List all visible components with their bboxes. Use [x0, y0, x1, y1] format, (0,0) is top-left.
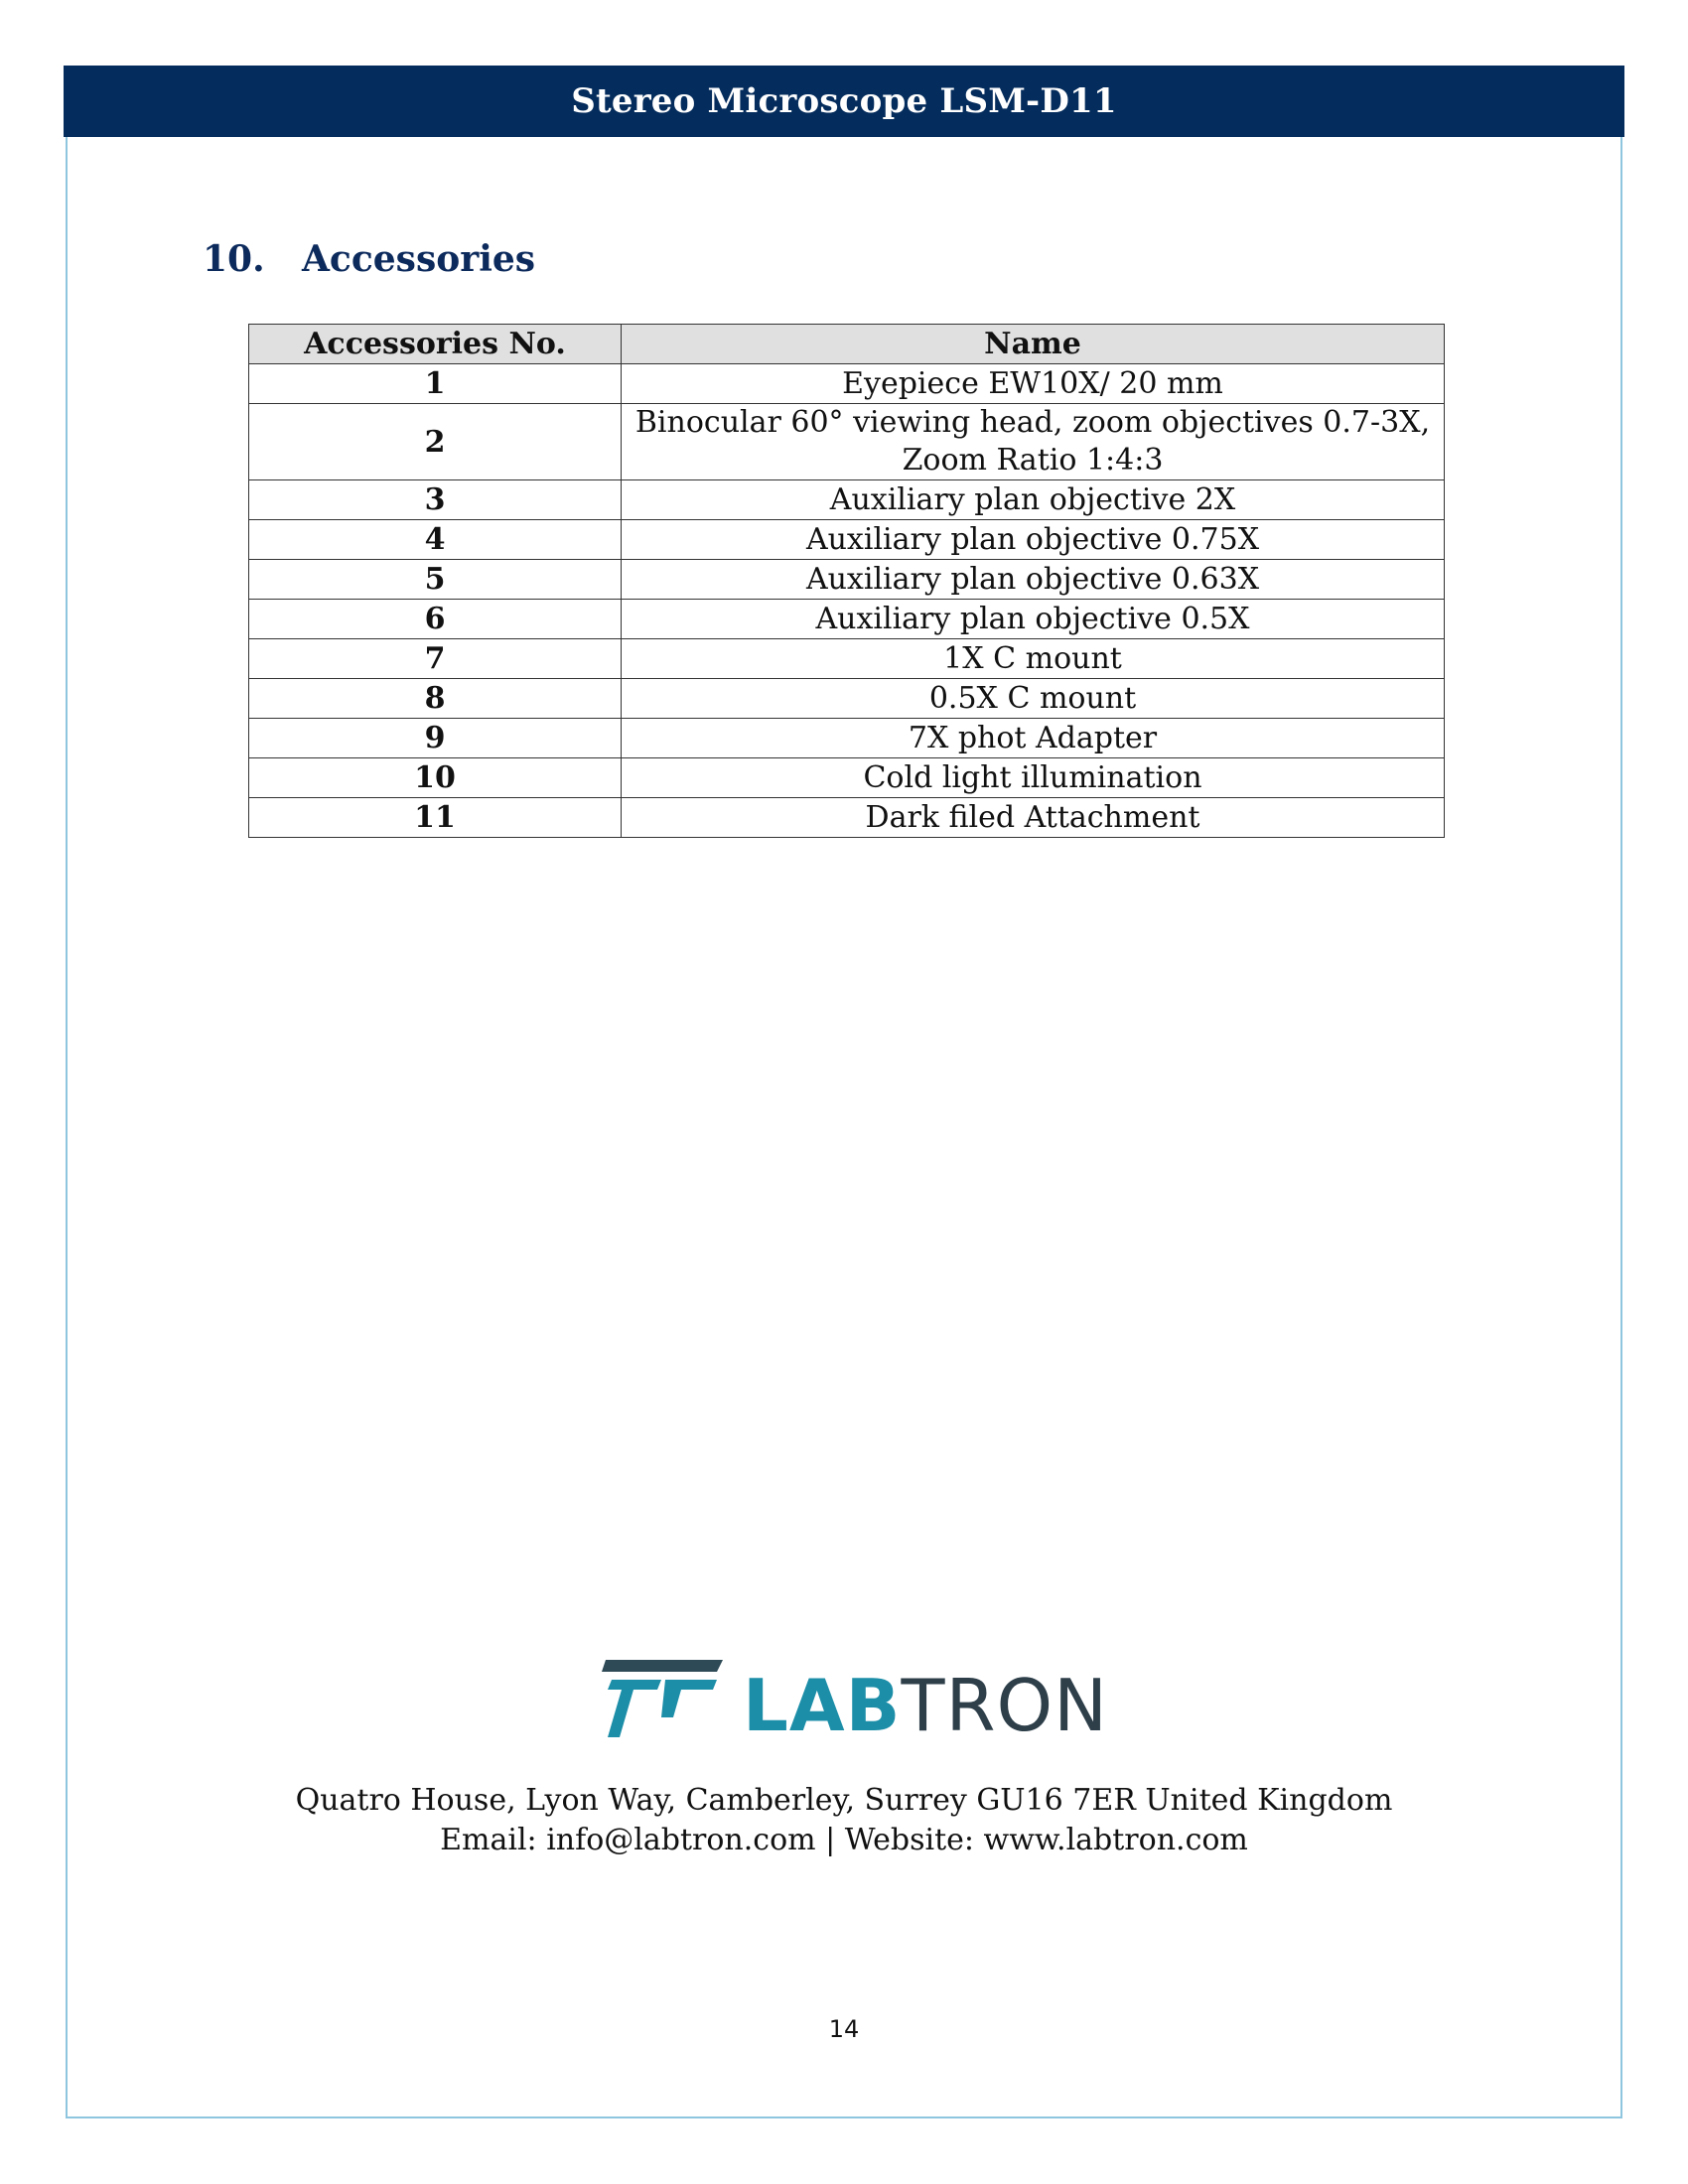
accessory-name-line-1: Binocular 60° viewing head, zoom objectives 0.7-3X,: [634, 405, 1431, 440]
accessory-name: Dark filed Attachment: [622, 798, 1445, 838]
section-title: Accessories: [302, 238, 536, 280]
accessory-number: 4: [249, 520, 622, 560]
accessory-name: 0.5X C mount: [622, 679, 1445, 719]
accessory-number: 10: [249, 758, 622, 798]
accessory-name-line-2: Zoom Ratio 1:4:3: [902, 443, 1164, 478]
table-row: [249, 719, 1445, 758]
accessories-table: [248, 324, 1445, 838]
logo-tron-text: TRON: [901, 1664, 1109, 1747]
accessory-number: 9: [249, 719, 622, 758]
accessory-name: Cold light illumination: [622, 758, 1445, 798]
accessory-name: Auxiliary plan objective 0.63X: [622, 560, 1445, 600]
column-header-number: Accessories No.: [249, 325, 622, 364]
section-number: 10.: [203, 238, 265, 280]
accessory-number: 3: [249, 480, 622, 520]
table-row: [249, 404, 1445, 480]
table-row: [249, 798, 1445, 838]
header-bar: [64, 66, 1624, 137]
table-row: [249, 364, 1445, 404]
accessory-name: Auxiliary plan objective 0.5X: [622, 600, 1445, 639]
accessory-number: 1: [249, 364, 622, 404]
labtron-mark-icon: [602, 1656, 727, 1741]
accessory-name: 1X C mount: [622, 639, 1445, 679]
accessory-number: 8: [249, 679, 622, 719]
labtron-logo: [602, 1656, 1109, 1747]
logo-lab-text: LAB: [743, 1664, 902, 1747]
accessory-number: 7: [249, 639, 622, 679]
accessory-name: [622, 404, 1445, 480]
table-row: [249, 560, 1445, 600]
accessory-name: 7X phot Adapter: [622, 719, 1445, 758]
table-row: [249, 520, 1445, 560]
table-row: [249, 480, 1445, 520]
accessory-name: Eyepiece EW10X/ 20 mm: [622, 364, 1445, 404]
accessory-number: 6: [249, 600, 622, 639]
table-row: [249, 679, 1445, 719]
footer-address: Quatro House, Lyon Way, Camberley, Surrey GU16 7ER United Kingdom: [295, 1783, 1393, 1818]
labtron-wordmark: [743, 1664, 1109, 1747]
accessory-number: 11: [249, 798, 622, 838]
accessory-number: 5: [249, 560, 622, 600]
table-row: [249, 639, 1445, 679]
footer-contact: Email: info@labtron.com | Website: www.labtron.com: [440, 1823, 1248, 1857]
accessory-name: Auxiliary plan objective 2X: [622, 480, 1445, 520]
table-header-row: [249, 325, 1445, 364]
column-header-name: Name: [622, 325, 1445, 364]
page-number: 14: [828, 2015, 860, 2043]
accessory-number: 2: [249, 404, 622, 480]
table-row: [249, 758, 1445, 798]
section-heading: [203, 238, 535, 280]
table-row: [249, 600, 1445, 639]
document-title: Stereo Microscope LSM-D11: [571, 81, 1117, 121]
accessory-name: Auxiliary plan objective 0.75X: [622, 520, 1445, 560]
